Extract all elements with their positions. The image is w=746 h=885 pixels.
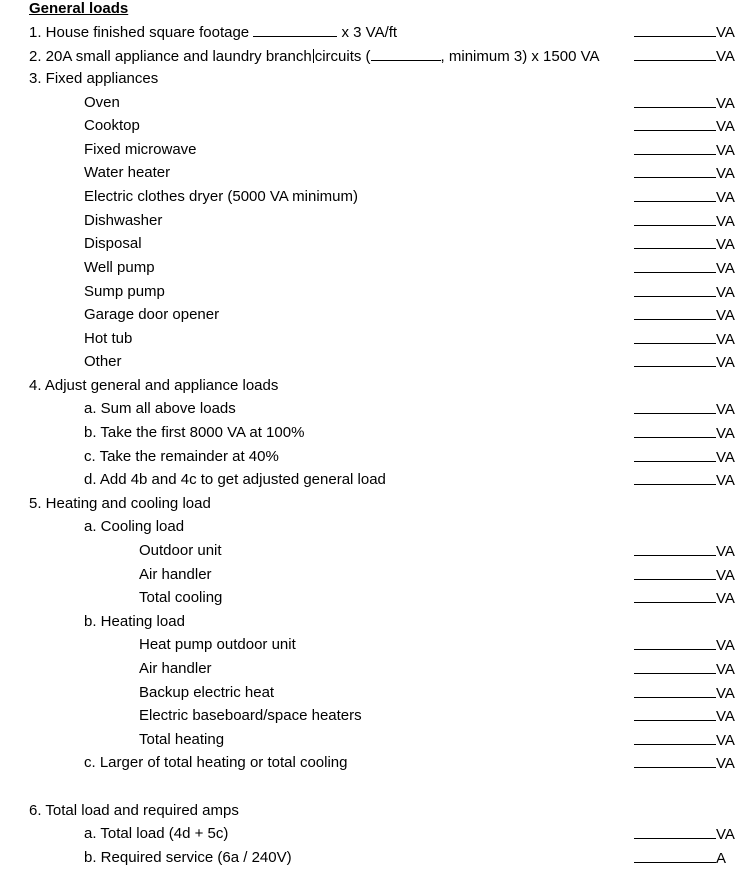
appliance-va-field[interactable]: VA [634, 351, 735, 374]
adjust-label: d. Add 4b and 4c to get adjusted general load [84, 471, 386, 488]
appliance-row [0, 328, 746, 350]
cooling-row [0, 564, 746, 586]
appliance-row [0, 139, 746, 161]
page-title: General loads [29, 0, 129, 17]
cooling-label: Air handler [139, 566, 212, 583]
small-appliance-row [0, 45, 746, 67]
heating-row [0, 658, 746, 680]
small-appliance-label: 2. 20A small appliance and laundry branch circuits ( , minimum 3) x 1500 VA [29, 45, 599, 68]
larger-load-row [0, 752, 746, 774]
heating-va-field[interactable]: VA [634, 682, 735, 705]
heating-va-field[interactable]: VA [634, 729, 735, 752]
circuits-count-input[interactable] [371, 45, 441, 61]
small-appliance-va-field[interactable]: VA [634, 45, 735, 68]
appliance-va-field[interactable]: VA [634, 186, 735, 209]
appliance-va-field[interactable]: VA [634, 162, 735, 185]
appliance-va-field[interactable]: VA [634, 233, 735, 256]
cooling-va-field[interactable]: VA [634, 540, 735, 563]
adjust-row [0, 422, 746, 444]
adjust-va-field[interactable]: VA [634, 469, 735, 492]
adjust-label: a. Sum all above loads [84, 400, 236, 417]
heating-label: Heat pump outdoor unit [139, 636, 296, 653]
heating-heading: b. Heating load [84, 613, 185, 630]
cooling-row [0, 587, 746, 609]
appliance-row [0, 281, 746, 303]
footage-input[interactable] [253, 21, 337, 37]
appliance-label: Cooktop [84, 117, 140, 134]
total-load-row [0, 823, 746, 845]
adjust-va-field[interactable]: VA [634, 422, 735, 445]
heating-label: Backup electric heat [139, 684, 275, 701]
total-load-label: a. Total load (4d + 5c) [84, 825, 229, 842]
heating-row [0, 729, 746, 751]
heating-row [0, 682, 746, 704]
appliance-va-field[interactable]: VA [634, 281, 735, 304]
appliance-label: Dishwasher [84, 212, 163, 229]
appliance-label: Fixed microwave [84, 141, 197, 158]
fixed-appliances-heading: 3. Fixed appliances [29, 70, 159, 87]
cooling-row [0, 540, 746, 562]
appliance-label: Hot tub [84, 330, 133, 347]
cooling-heading: a. Cooling load [84, 518, 185, 535]
appliance-row [0, 92, 746, 114]
heating-label: Electric baseboard/space heaters [139, 707, 362, 724]
adjust-row [0, 446, 746, 468]
heating-va-field[interactable]: VA [634, 705, 735, 728]
appliance-label: Electric clothes dryer (5000 VA minimum) [84, 188, 358, 205]
house-footage-label: 1. House finished square footage x 3 VA/ft [29, 21, 397, 44]
footage-va-field[interactable]: VA [634, 21, 735, 44]
required-service-amps-field[interactable]: A [634, 847, 726, 870]
required-service-row [0, 847, 746, 869]
heating-va-field[interactable]: VA [634, 634, 735, 657]
total-load-va-field[interactable]: VA [634, 823, 735, 846]
appliance-label: Sump pump [84, 283, 165, 300]
house-footage-row [0, 21, 746, 43]
adjust-va-field[interactable]: VA [634, 446, 735, 469]
appliance-label: Garage door opener [84, 306, 220, 323]
larger-load-va-field[interactable]: VA [634, 752, 735, 775]
appliance-label: Oven [84, 94, 120, 111]
appliance-label: Disposal [84, 235, 142, 252]
appliance-row [0, 115, 746, 137]
required-service-label: b. Required service (6a / 240V) [84, 849, 292, 866]
footage-multiplier: x 3 VA/ft [341, 24, 398, 41]
appliance-row [0, 186, 746, 208]
heating-label: Air handler [139, 660, 212, 677]
appliance-va-field[interactable]: VA [634, 92, 735, 115]
heating-va-field[interactable]: VA [634, 658, 735, 681]
adjust-label: b. Take the first 8000 VA at 100% [84, 424, 305, 441]
larger-load-label: c. Larger of total heating or total cooling [84, 754, 348, 771]
appliance-va-field[interactable]: VA [634, 304, 735, 327]
adjust-label: c. Take the remainder at 40% [84, 448, 279, 465]
cooling-va-field[interactable]: VA [634, 564, 735, 587]
appliance-label: Well pump [84, 259, 155, 276]
heating-cooling-heading: 5. Heating and cooling load [29, 495, 211, 512]
appliance-label: Water heater [84, 164, 171, 181]
heating-row [0, 705, 746, 727]
adjust-heading: 4. Adjust general and appliance loads [29, 377, 279, 394]
cooling-label: Outdoor unit [139, 542, 222, 559]
appliance-row [0, 233, 746, 255]
heating-row [0, 634, 746, 656]
title-row [0, 0, 746, 22]
appliance-va-field[interactable]: VA [634, 210, 735, 233]
appliance-row [0, 162, 746, 184]
cooling-va-field[interactable]: VA [634, 587, 735, 610]
heating-label: Total heating [139, 731, 225, 748]
cooling-label: Total cooling [139, 589, 223, 606]
adjust-va-field[interactable]: VA [634, 398, 735, 421]
appliance-row [0, 304, 746, 326]
appliance-va-field[interactable]: VA [634, 328, 735, 351]
text-cursor [313, 49, 314, 63]
total-heading: 6. Total load and required amps [29, 802, 239, 819]
appliance-label: Other [84, 353, 122, 370]
appliance-row [0, 257, 746, 279]
appliance-va-field[interactable]: VA [634, 139, 735, 162]
appliance-va-field[interactable]: VA [634, 257, 735, 280]
appliance-va-field[interactable]: VA [634, 115, 735, 138]
adjust-row [0, 469, 746, 491]
appliance-row [0, 210, 746, 232]
appliance-row [0, 351, 746, 373]
adjust-row [0, 398, 746, 420]
